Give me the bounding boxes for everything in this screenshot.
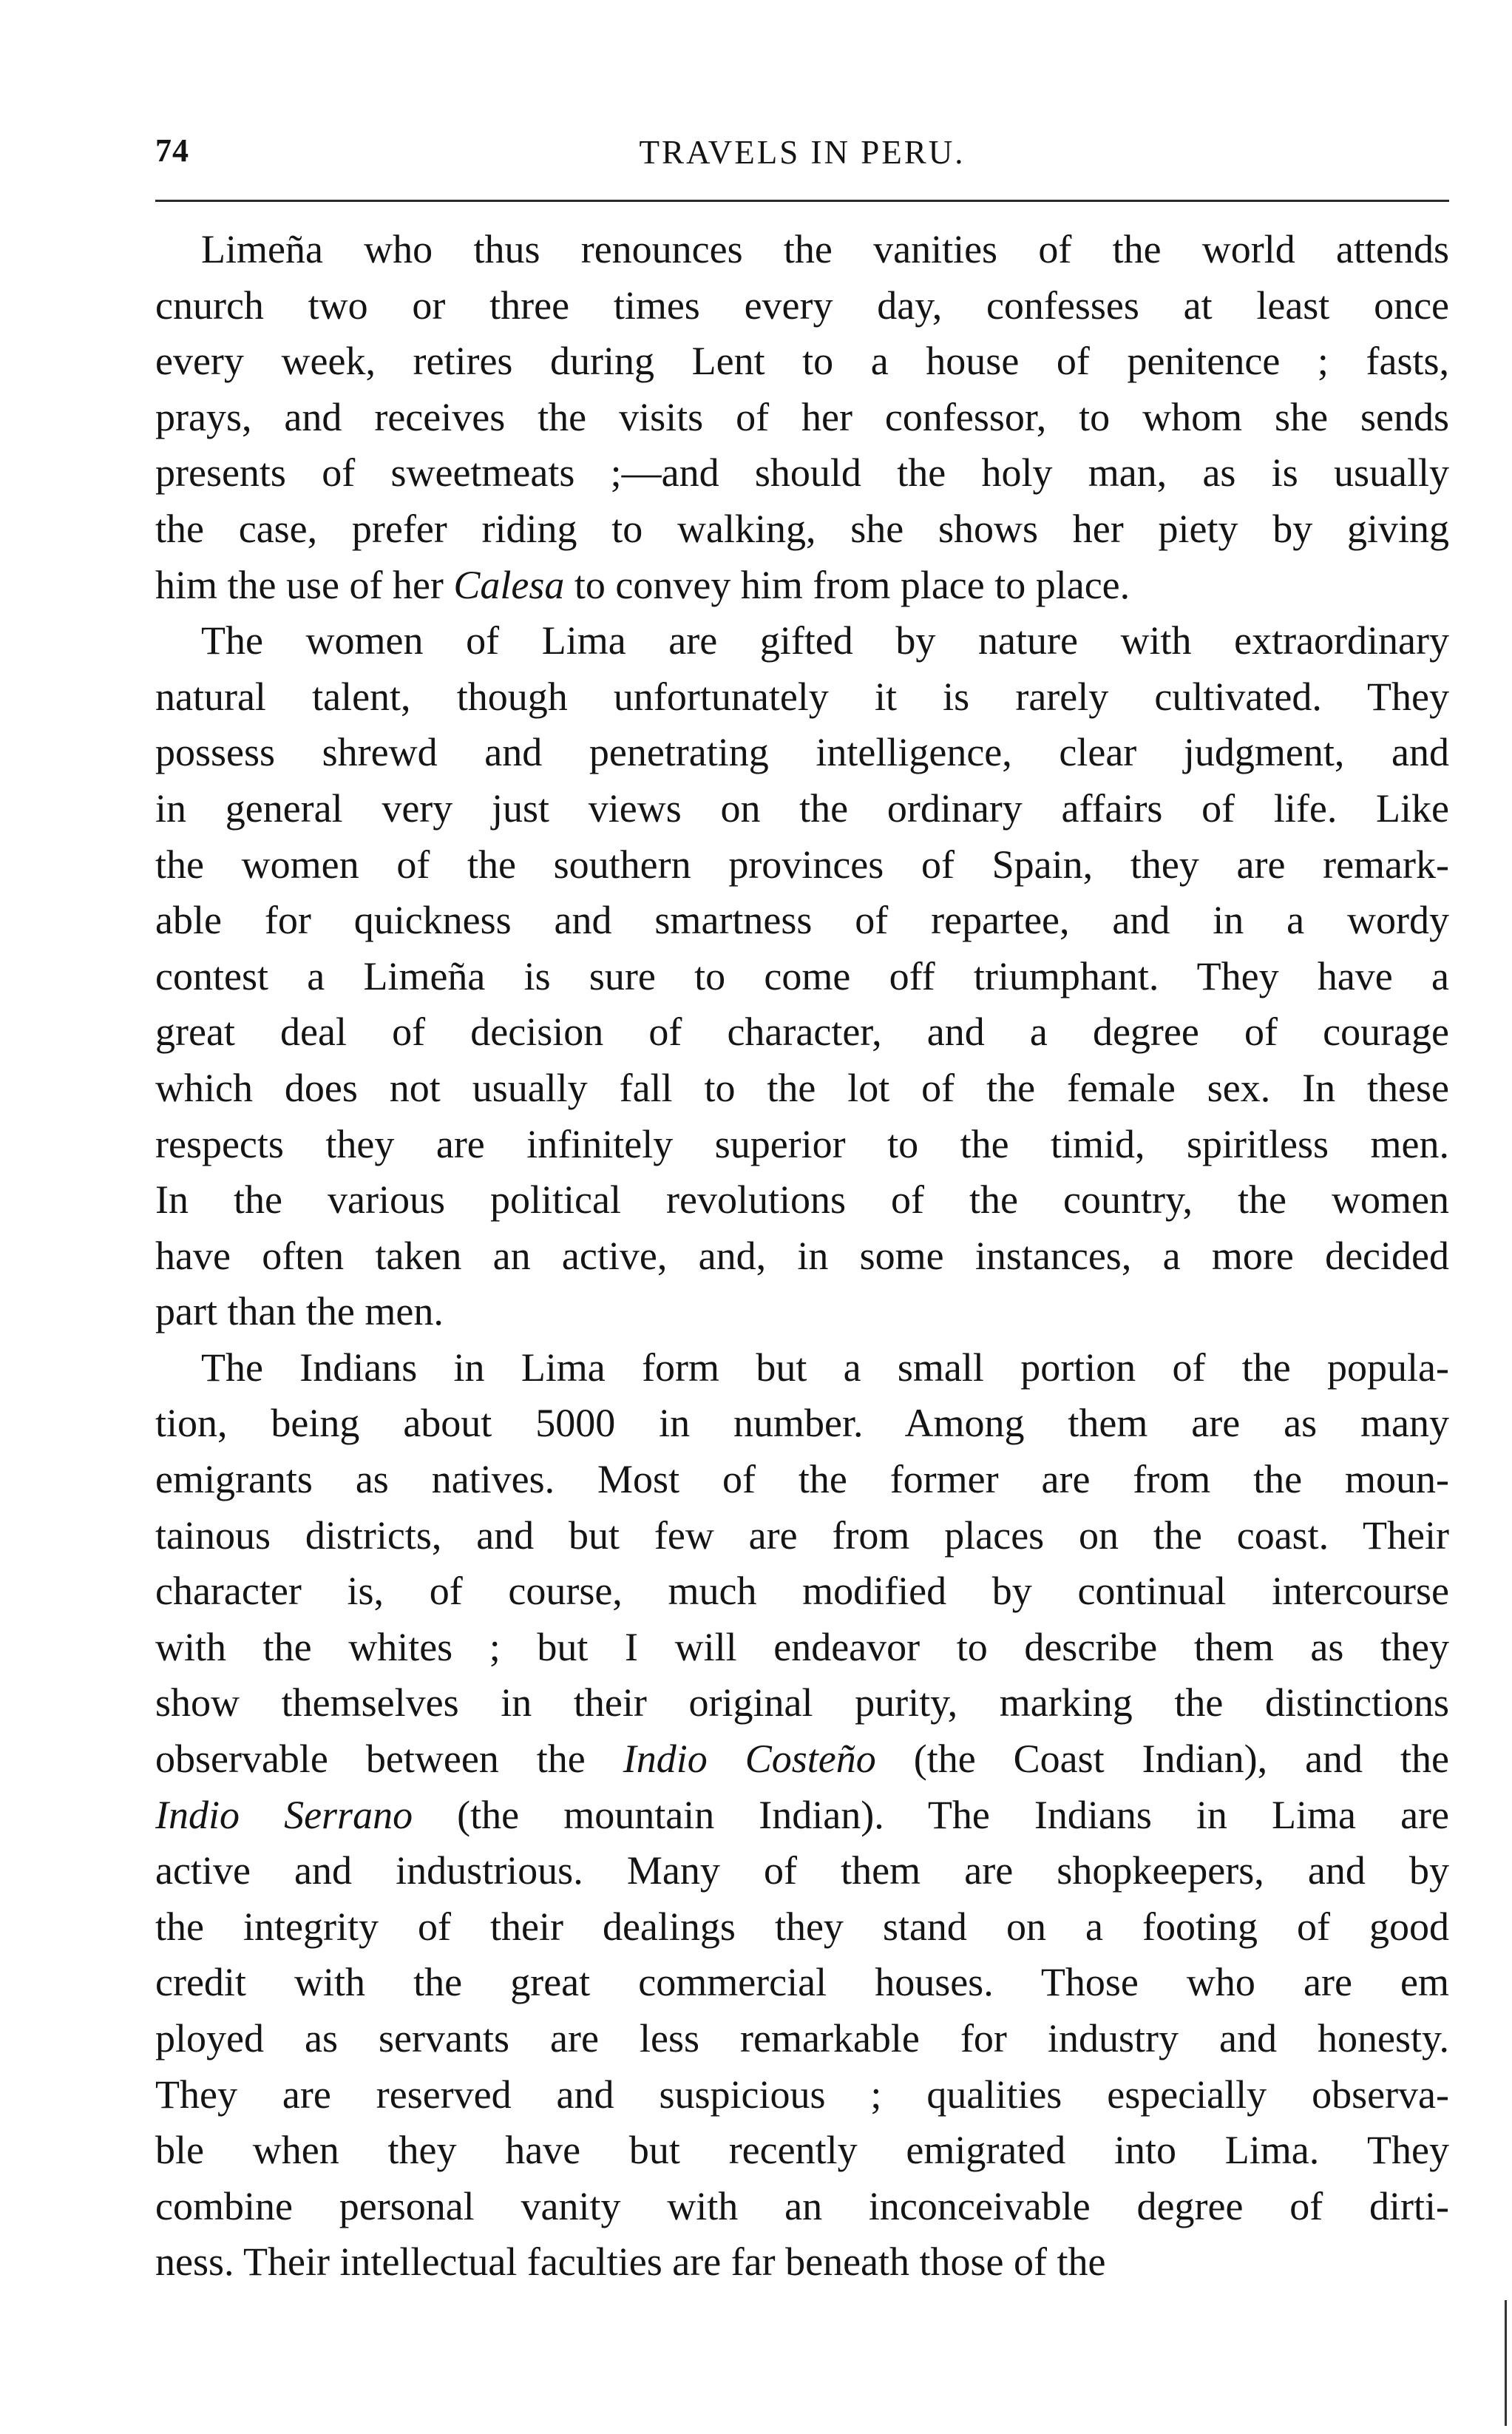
running-title: TRAVELS IN PERU. [639, 134, 966, 171]
text-line: the women of the southern provinces of Spain, they are remark- [155, 842, 1449, 887]
text-line: tainous districts, and but few are from places on the coast. Their [155, 1512, 1449, 1558]
header-rule [155, 200, 1449, 202]
page-number: 74 [155, 132, 189, 169]
text-line: The Indians in Lima form but a small portion of the popula- [201, 1345, 1449, 1390]
italic-term: Indio Costeño [623, 1737, 876, 1782]
text-line: able for quickness and smartness of repartee, and in a wordy [155, 898, 1449, 943]
body-text [155, 222, 1449, 2291]
text-line [155, 1788, 1449, 1844]
text-line: great deal of decision of character, and a degree of courage [155, 1010, 1449, 1055]
text-line: They are reserved and suspicious ; qualities especially observa- [155, 2072, 1449, 2117]
line-segment: to convey him from place to place. [564, 562, 1130, 607]
text-line: the integrity of their dealings they stand on a footing of good [155, 1904, 1449, 1949]
text-line: character is, of course, much modified by continual intercourse [155, 1569, 1449, 1614]
italic-term: Indio Serrano [155, 1792, 413, 1837]
paragraph [155, 613, 1449, 1340]
text-line: ble when they have but recently emigrated into Lima. They [155, 2128, 1449, 2173]
text-line: part than the men. [155, 1289, 444, 1334]
text-line: emigrants as natives. Most of the former are from the moun- [155, 1457, 1449, 1502]
text-line: combine personal vanity with an inconceivable degree of dirti- [155, 2183, 1449, 2228]
text-line [155, 1731, 1449, 1788]
line-segment: him the use of her [155, 562, 454, 607]
text-line: contest a Limeña is sure to come off triumphant. They have a [155, 953, 1449, 998]
text-line: ployed as servants are less remarkable for industry and honesty. [155, 2016, 1449, 2061]
text-line: in general very just views on the ordinary affairs of life. Like [155, 785, 1449, 831]
text-line: have often taken an active, and, in some instances, a more decided [155, 1233, 1449, 1278]
paragraph [155, 1340, 1449, 2291]
paragraph [155, 222, 1449, 613]
text-line: cnurch two or three times every day, confesses at least once [155, 283, 1449, 328]
text-line: which does not usually fall to the lot of the female sex. In these [155, 1065, 1449, 1110]
italic-term: Calesa [453, 562, 565, 607]
text-line: Limeña who thus renounces the vanities of the world attends [201, 227, 1449, 271]
text-line: In the various political revolutions of the country, the women [155, 1177, 1449, 1223]
text-line: credit with the great commercial houses. Those who are em [155, 1960, 1449, 2005]
text-line [155, 558, 1449, 614]
text-line: natural talent, though unfortunately it is rarely cultivated. They [155, 674, 1449, 719]
text-line: tion, being about 5000 in number. Among them are as many [155, 1401, 1449, 1446]
text-line: every week, retires during Lent to a house of penitence ; fasts, [155, 339, 1449, 384]
text-line: active and industrious. Many of them are shopkeepers, and by [155, 1848, 1449, 1893]
line-segment: observable between the [155, 1737, 623, 1782]
text-line: presents of sweetmeats ;—and should the holy man, as is usually [155, 450, 1449, 496]
text-line: with the whites ; but I will endeavor to describe them as they [155, 1624, 1449, 1669]
text-line: show themselves in their original purity, marking the distinctions [155, 1680, 1449, 1725]
line-segment: (the mountain Indian). The Indians in Lima are [413, 1792, 1449, 1837]
text-line: The women of Lima are gifted by nature with extraordinary [201, 618, 1449, 663]
page-header [155, 132, 1449, 176]
text-line: possess shrewd and penetrating intelligence, clear judgment, and [155, 730, 1449, 775]
line-segment: (the Coast Indian), and the [875, 1737, 1449, 1782]
text-line: ness. Their intellectual faculties are far beneath those of the [155, 2239, 1106, 2285]
margin-mark [1505, 2300, 1507, 2426]
text-line: prays, and receives the visits of her confessor, to whom she sends [155, 394, 1449, 439]
text-line: the case, prefer riding to walking, she shows her piety by giving [155, 506, 1449, 551]
text-line: respects they are infinitely superior to the timid, spiritless men. [155, 1121, 1449, 1166]
